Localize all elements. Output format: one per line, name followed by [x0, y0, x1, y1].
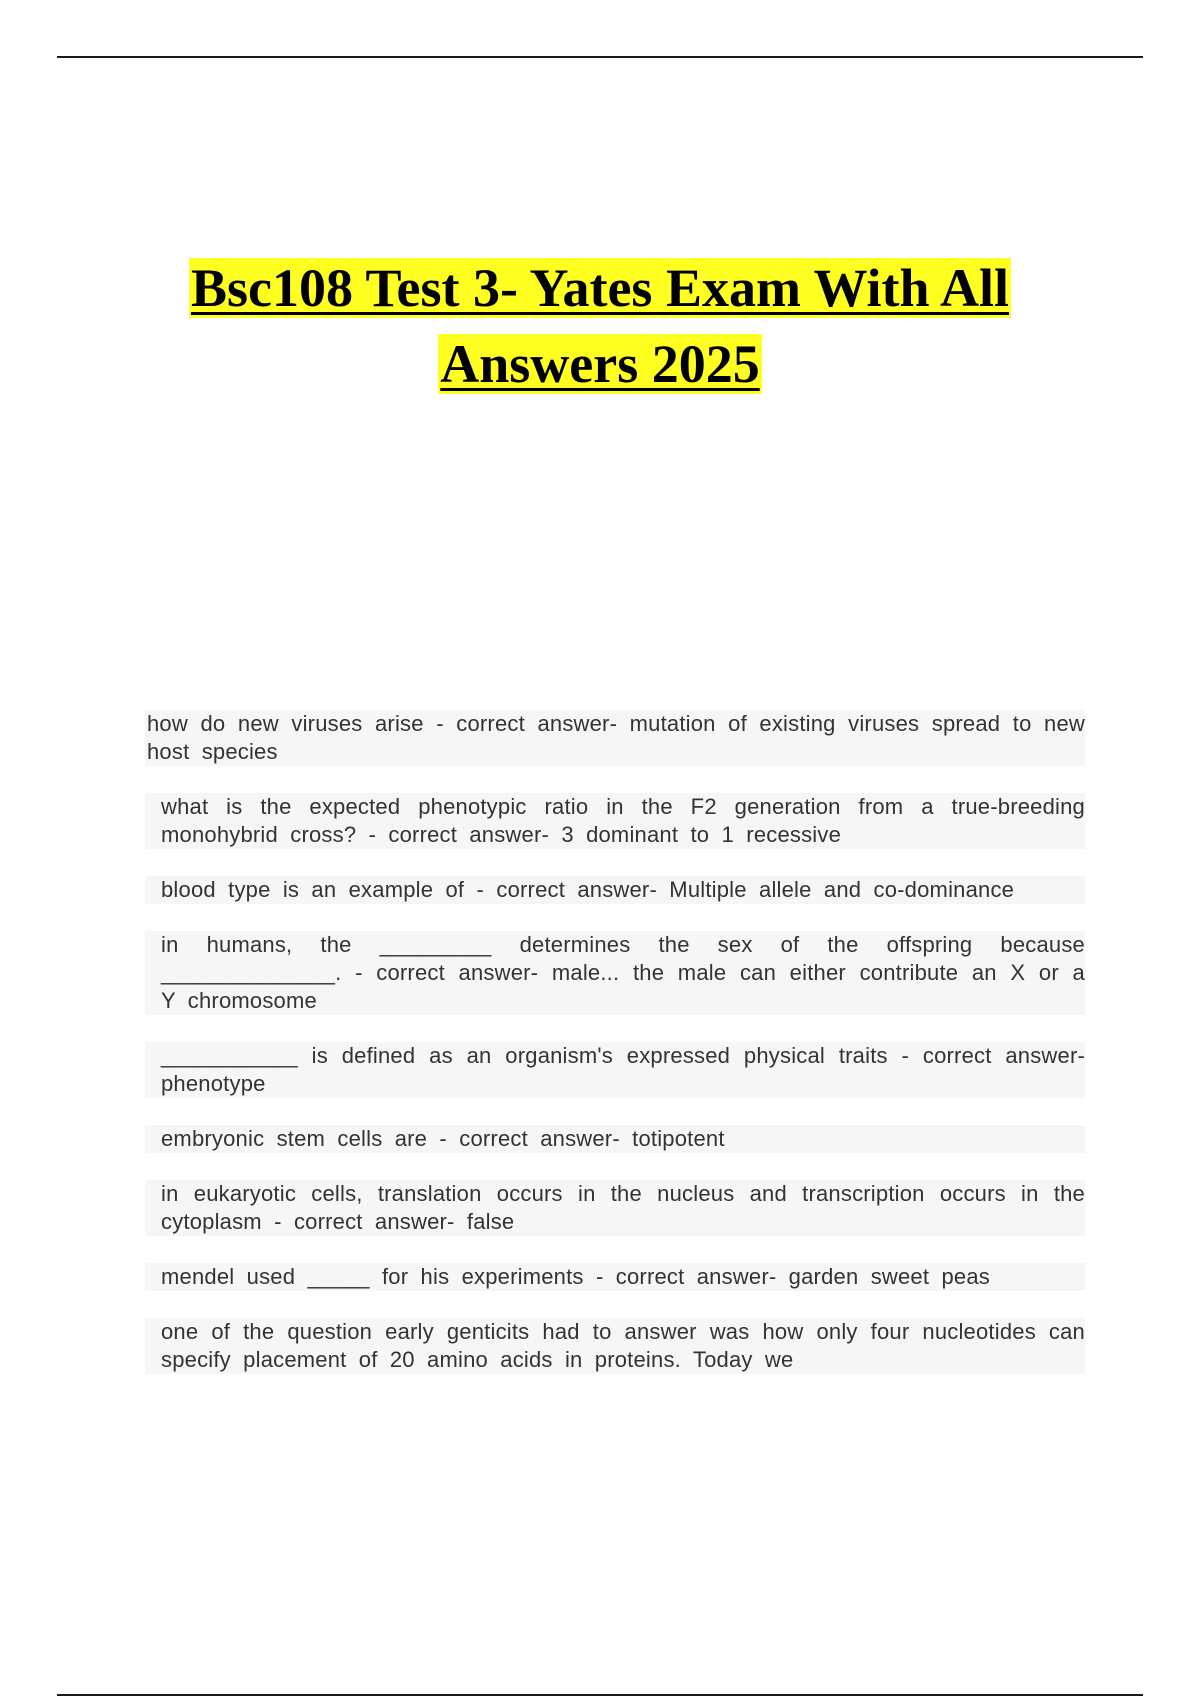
- title-line-2: Answers 2025: [440, 334, 760, 394]
- qa-item: ___________ is defined as an organism's expressed physical traits - correct answer- phenotype: [145, 1042, 1085, 1098]
- qa-item: how do new viruses arise - correct answer- mutation of existing viruses spread to new host species: [147, 711, 1085, 764]
- qa-item: mendel used _____ for his experiments - correct answer- garden sweet peas: [145, 1263, 1085, 1291]
- qa-item: one of the question early genticits had to answer was how only four nucleotides can specify placement of 20 amino acids in proteins. Today we: [145, 1318, 1085, 1374]
- qa-item: in eukaryotic cells, translation occurs in the nucleus and transcription occurs in the cytoplasm - correct answer- false: [145, 1180, 1085, 1236]
- top-rule: [57, 56, 1143, 58]
- qa-item: in humans, the _________ determines the sex of the offspring because ______________. - correct answer- male... the male can either contribute an X or a Y chromosome: [145, 931, 1085, 1015]
- qa-list: [145, 710, 1085, 1401]
- qa-item: blood type is an example of - correct answer- Multiple allele and co-dominance: [145, 876, 1085, 904]
- document-title: [0, 250, 1200, 402]
- qa-item: embryonic stem cells are - correct answer- totipotent: [145, 1125, 1085, 1153]
- qa-item: what is the expected phenotypic ratio in the F2 generation from a true-breeding monohybrid cross? - correct answer- 3 dominant to 1 recessive: [145, 793, 1085, 849]
- title-line-1: Bsc108 Test 3- Yates Exam With All: [190, 258, 1010, 318]
- bottom-rule: [57, 1694, 1143, 1696]
